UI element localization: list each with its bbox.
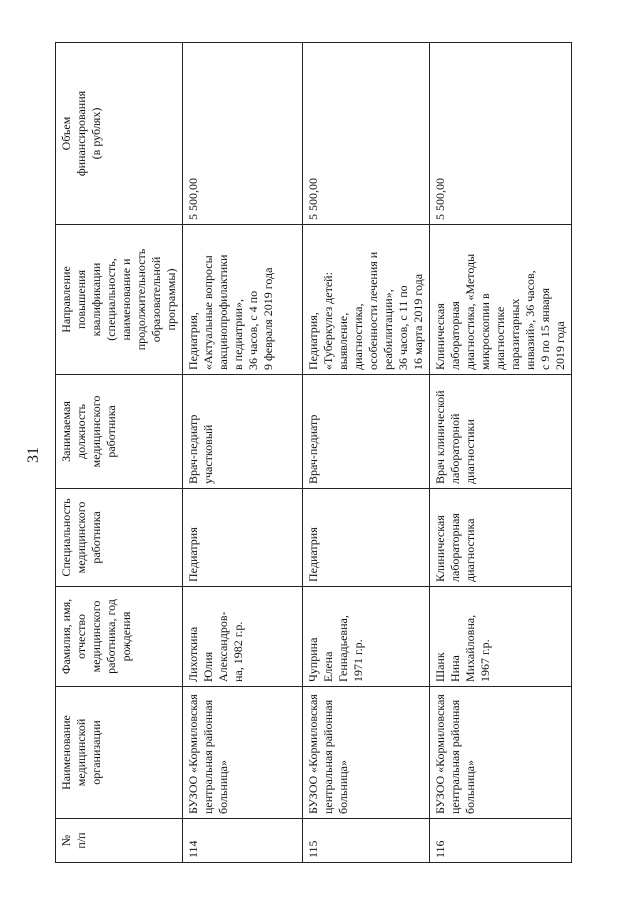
header-full-name: Фамилия, имя, отчество медицинского работника, год рождения bbox=[56, 587, 183, 687]
cell-program: Педиатрия, «Туберкулез детей: выявление, диагностика, особенности лечения и реабилитации», 36 часов, с 11 по 16 марта 2019 года bbox=[303, 225, 430, 375]
page-number: 31 bbox=[25, 447, 42, 463]
cell-number: 115 bbox=[303, 819, 430, 863]
cell-specialty: Педиатрия bbox=[303, 489, 430, 587]
rotated-page bbox=[25, 43, 567, 863]
cell-full-name: Лихоткина Юлия Александров- на, 1982 г.р. bbox=[183, 587, 303, 687]
header-position: Занимаемая должность медицинского работника bbox=[56, 375, 183, 489]
cell-program: Педиатрия, «Актуальные вопросы вакцинопрофилактики в педиатрии», 36 часов, с 4 по 9 февраля 2019 года bbox=[183, 225, 303, 375]
cell-position: Врач-педиатр bbox=[303, 375, 430, 489]
cell-full-name: Шанк Нина Михайловна, 1967 г.р. bbox=[430, 587, 572, 687]
cell-amount: 5 500,00 bbox=[430, 43, 572, 225]
header-specialty: Специальность медицинского работника bbox=[56, 489, 183, 587]
cell-organization: БУЗОО «Кормиловская центральная районная больница» bbox=[183, 687, 303, 819]
table-row bbox=[430, 43, 572, 863]
table-row bbox=[303, 43, 430, 863]
cell-amount: 5 500,00 bbox=[183, 43, 303, 225]
cell-specialty: Педиатрия bbox=[183, 489, 303, 587]
cell-specialty: Клиническая лабораторная диагностика bbox=[430, 489, 572, 587]
header-organization: Наименование медицинской организации bbox=[56, 687, 183, 819]
cell-program: Клиническая лабораторная диагностика, «Методы микроскопии в диагностике паразитарных инвазий», 36 часов, с 9 по 15 января 2019 года bbox=[430, 225, 572, 375]
header-row bbox=[56, 43, 183, 863]
cell-position: Врач-педиатр участковый bbox=[183, 375, 303, 489]
cell-number: 116 bbox=[430, 819, 572, 863]
cell-full-name: Чуприна Елена Геннадьевна, 1971 г.р. bbox=[303, 587, 430, 687]
cell-position: Врач клинической лабораторной диагностики bbox=[430, 375, 572, 489]
cell-organization: БУЗОО «Кормиловская центральная районная больница» bbox=[430, 687, 572, 819]
training-table bbox=[55, 42, 572, 863]
cell-organization: БУЗОО «Кормиловская центральная районная больница» bbox=[303, 687, 430, 819]
cell-amount: 5 500,00 bbox=[303, 43, 430, 225]
cell-number: 114 bbox=[183, 819, 303, 863]
table-row bbox=[183, 43, 303, 863]
header-program: Направление повышения квалификации (специальность, наименование и продолжительность образовательной программы) bbox=[56, 225, 183, 375]
header-amount: Объем финансирования (в рублях) bbox=[56, 43, 183, 225]
header-number: № п/п bbox=[56, 819, 183, 863]
